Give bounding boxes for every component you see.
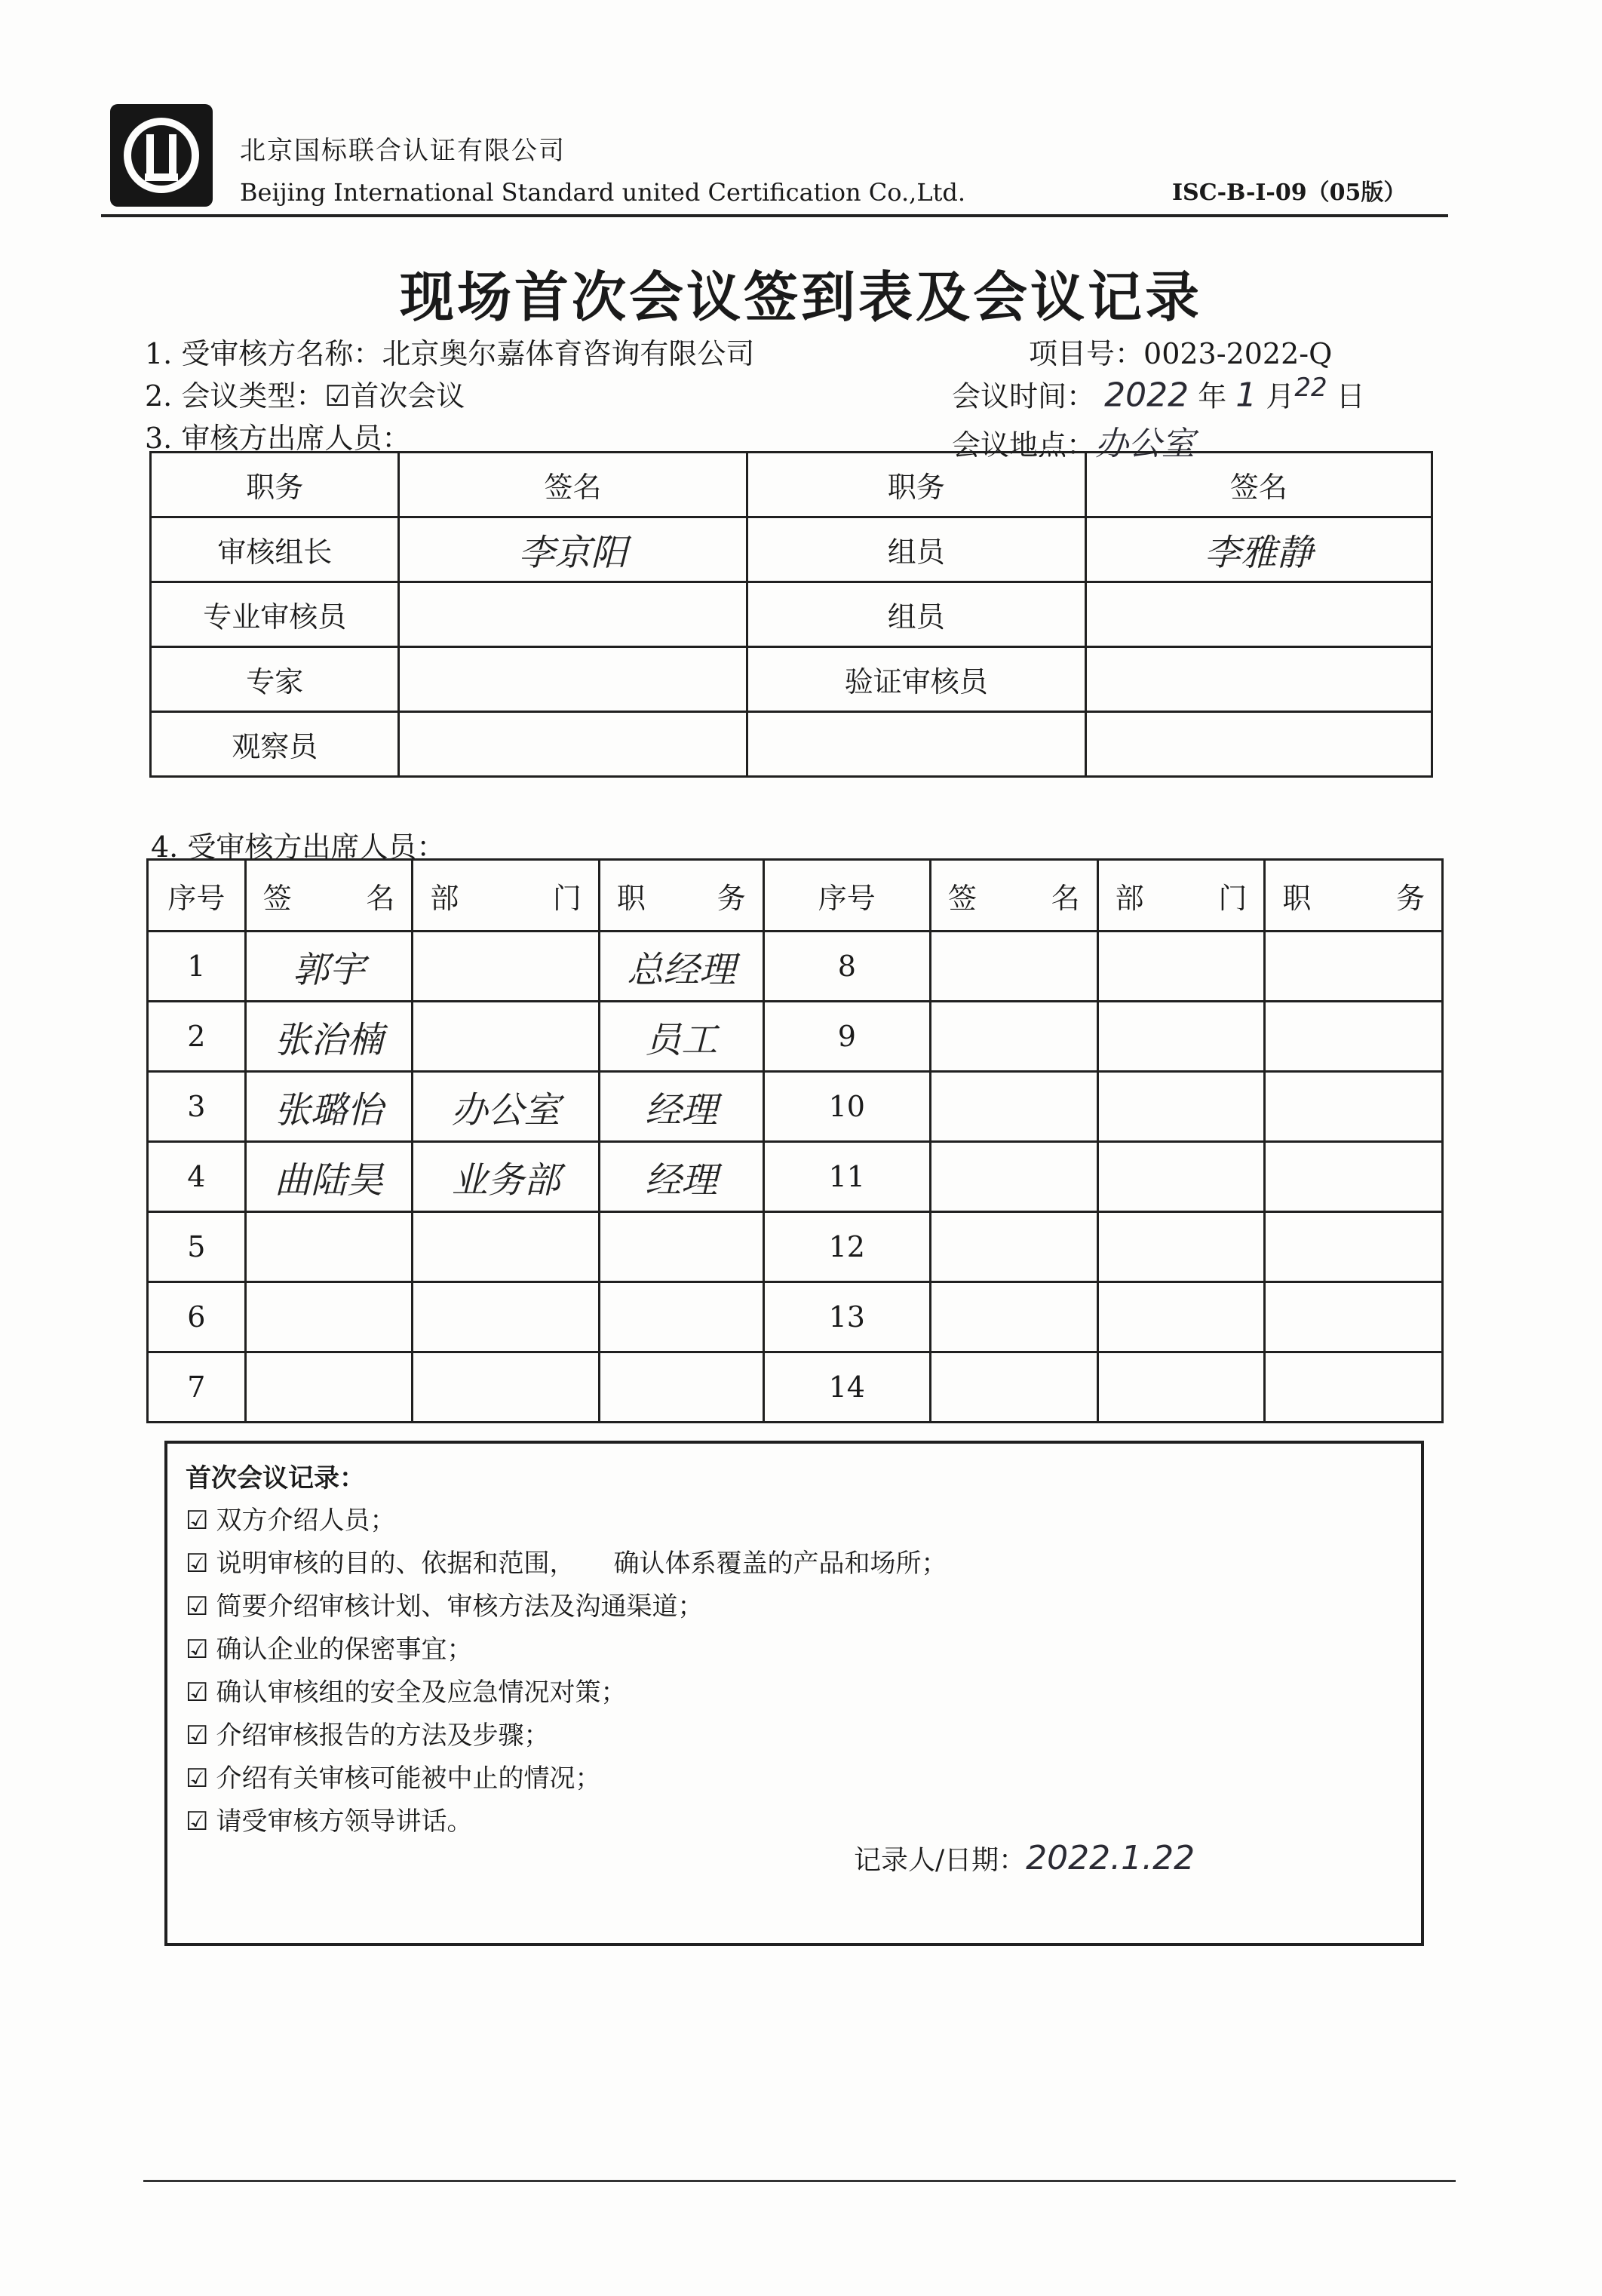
department-cell — [1097, 1072, 1265, 1142]
signature-cell: 张璐怡 — [245, 1072, 413, 1142]
signature-cell: 李雅静 — [1085, 517, 1432, 582]
checklist-item — [186, 1585, 703, 1622]
table-row — [151, 582, 1432, 647]
checklist-item-text: 简要介绍审核计划、审核方法及沟通渠道； — [216, 1592, 704, 1622]
header-position: 职 务 — [1265, 860, 1443, 932]
checklist-item — [186, 1800, 472, 1837]
role-cell — [747, 712, 1085, 777]
checklist-item-text: 介绍有关审核可能被中止的情况； — [216, 1763, 601, 1794]
document-code: ISC-B-I-09（05版） — [1172, 180, 1407, 206]
checklist-item — [186, 1499, 395, 1536]
header-sign: 签 名 — [245, 860, 413, 932]
signature-cell — [931, 1142, 1098, 1212]
checklist-item — [186, 1628, 472, 1665]
no-cell: 14 — [763, 1352, 930, 1423]
meeting-time-label: 会议时间： — [952, 379, 1096, 413]
audit-team-table — [149, 451, 1433, 778]
department-cell — [413, 932, 600, 1002]
no-cell: 9 — [763, 1002, 930, 1072]
role-cell: 组员 — [747, 582, 1085, 647]
table-header-row — [151, 453, 1432, 517]
role-cell: 组员 — [747, 517, 1085, 582]
meeting-type-line — [145, 373, 465, 414]
checkbox-icon: ☑ — [186, 1549, 209, 1579]
checkbox-icon: ☑ — [186, 1677, 209, 1708]
company-name-cn: 北京国标联合认证有限公司 — [240, 136, 566, 166]
position-cell — [599, 1352, 763, 1423]
signature-cell — [399, 712, 747, 777]
no-cell: 11 — [763, 1142, 930, 1212]
checklist-item-text: 双方介绍人员； — [216, 1506, 396, 1536]
signature-cell — [1085, 582, 1432, 647]
header-dept: 部 门 — [1097, 860, 1265, 932]
company-logo — [110, 104, 213, 207]
checkbox-icon: ☑ — [186, 1806, 209, 1837]
position-cell: 员工 — [599, 1002, 763, 1072]
auditor-attendees-label: 3. 审核方出席人员： — [145, 422, 411, 455]
no-cell: 3 — [148, 1072, 246, 1142]
table-row — [151, 712, 1432, 777]
checkbox-icon: ☑ — [186, 1763, 209, 1794]
department-cell — [1097, 1282, 1265, 1352]
signature-cell — [931, 932, 1098, 1002]
year-unit: 年 — [1198, 379, 1227, 413]
header-sign: 签 名 — [931, 860, 1098, 932]
position-cell — [1265, 932, 1443, 1002]
auditee-attendees-label: 4. 受审核方出席人员： — [151, 830, 446, 864]
no-cell: 5 — [148, 1212, 246, 1282]
table-row — [148, 1002, 1443, 1072]
recorder-value: 2022.1.22 — [1026, 1839, 1195, 1877]
header-dept: 部 门 — [413, 860, 600, 932]
position-cell — [599, 1282, 763, 1352]
header-no: 序号 — [763, 860, 930, 932]
no-cell: 4 — [148, 1142, 246, 1212]
department-cell: 业务部 — [413, 1142, 600, 1212]
department-cell — [413, 1282, 600, 1352]
no-cell: 12 — [763, 1212, 930, 1282]
signature-cell: 郭宇 — [245, 932, 413, 1002]
meeting-place-value: 办公室 — [1095, 425, 1195, 463]
no-cell: 6 — [148, 1282, 246, 1352]
meeting-time-line — [952, 373, 1365, 415]
department-cell — [1097, 1142, 1265, 1212]
department-cell — [1097, 1352, 1265, 1423]
no-cell: 1 — [148, 932, 246, 1002]
role-cell: 观察员 — [151, 712, 399, 777]
signature-cell: 李京阳 — [399, 517, 747, 582]
department-cell — [1097, 1002, 1265, 1072]
department-cell — [413, 1002, 600, 1072]
department-cell — [413, 1352, 600, 1423]
meeting-month: 1 — [1235, 376, 1257, 415]
signature-cell — [931, 1282, 1098, 1352]
signature-cell — [399, 647, 747, 712]
department-cell — [413, 1212, 600, 1282]
project-value: 0023-2022-Q — [1143, 337, 1333, 370]
role-cell: 专业审核员 — [151, 582, 399, 647]
meeting-place-label: 会议地点： — [952, 428, 1096, 462]
signature-cell — [245, 1352, 413, 1423]
meeting-type-label: 2. 会议类型： — [145, 379, 325, 413]
table-row — [148, 1212, 1443, 1282]
signature-cell — [931, 1002, 1098, 1072]
checklist-item-text: 请受审核方领导讲话。 — [216, 1806, 473, 1837]
checklist-item-text: 确认企业的保密事宜； — [216, 1635, 473, 1665]
table-row — [148, 1282, 1443, 1352]
position-cell — [1265, 1212, 1443, 1282]
department-cell — [1097, 1212, 1265, 1282]
signature-cell — [931, 1352, 1098, 1423]
checklist-item — [186, 1714, 549, 1751]
position-cell — [1265, 1352, 1443, 1423]
table-header-row — [148, 860, 1443, 932]
checkbox-icon: ☑ — [186, 1720, 209, 1751]
header-position: 职 务 — [599, 860, 763, 932]
page-title: 现场首次会议签到表及会议记录 — [399, 265, 1202, 329]
table-row — [151, 517, 1432, 582]
signature-cell — [931, 1212, 1098, 1282]
position-cell — [1265, 1142, 1443, 1212]
signature-cell — [931, 1072, 1098, 1142]
checkbox-icon: ☑ — [324, 379, 351, 413]
meeting-year: 2022 — [1104, 376, 1189, 415]
notes-title: 首次会议记录： — [186, 1463, 365, 1493]
table-row — [148, 1352, 1443, 1423]
auditee-attendee-table — [146, 858, 1444, 1423]
header-cell: 签名 — [399, 453, 747, 517]
auditee-line — [145, 330, 754, 372]
company-name-en: Beijing International Standard united Certification Co.,Ltd. — [240, 178, 966, 207]
table-row — [148, 1072, 1443, 1142]
signature-cell: 曲陆昊 — [245, 1142, 413, 1212]
department-cell: 办公室 — [413, 1072, 600, 1142]
no-cell: 7 — [148, 1352, 246, 1423]
meeting-day: 22 — [1294, 373, 1327, 403]
checkbox-icon: ☑ — [186, 1635, 209, 1665]
footer-divider — [143, 2180, 1456, 2182]
checklist-item — [186, 1671, 626, 1708]
table-row — [148, 932, 1443, 1002]
month-unit: 月 — [1266, 379, 1295, 413]
department-cell — [1097, 932, 1265, 1002]
no-cell: 10 — [763, 1072, 930, 1142]
checklist-item — [186, 1542, 947, 1579]
checklist-item-text: 说明审核的目的、依据和范围， 确认体系覆盖的产品和场所； — [216, 1549, 947, 1579]
meeting-type-value: 首次会议 — [350, 379, 465, 413]
recorder-line — [854, 1839, 1195, 1877]
header-no: 序号 — [148, 860, 246, 932]
position-cell: 经理 — [599, 1142, 763, 1212]
header-cell: 签名 — [1085, 453, 1432, 517]
position-cell: 经理 — [599, 1072, 763, 1142]
attendee-rows — [148, 932, 1443, 1423]
position-cell — [1265, 1282, 1443, 1352]
project-label: 项目号： — [1029, 337, 1144, 370]
no-cell: 13 — [763, 1282, 930, 1352]
header-cell: 职务 — [747, 453, 1085, 517]
position-cell: 总经理 — [599, 932, 763, 1002]
role-cell: 审核组长 — [151, 517, 399, 582]
header-cell: 职务 — [151, 453, 399, 517]
auditee-value: 北京奥尔嘉体育咨询有限公司 — [382, 337, 755, 370]
role-cell: 验证审核员 — [747, 647, 1085, 712]
no-cell: 2 — [148, 1002, 246, 1072]
checkbox-icon: ☑ — [186, 1506, 209, 1536]
project-line — [1029, 330, 1332, 372]
signature-cell — [399, 582, 747, 647]
checkbox-icon: ☑ — [186, 1592, 209, 1622]
signature-cell — [1085, 712, 1432, 777]
position-cell — [1265, 1072, 1443, 1142]
no-cell: 8 — [763, 932, 930, 1002]
recorder-label: 记录人/日期： — [854, 1845, 1027, 1876]
day-unit: 日 — [1336, 379, 1365, 413]
position-cell — [599, 1212, 763, 1282]
signature-cell — [1085, 647, 1432, 712]
role-cell: 专家 — [151, 647, 399, 712]
auditee-label: 1. 受审核方名称： — [145, 337, 382, 370]
checklist-item-text: 介绍审核报告的方法及步骤； — [216, 1720, 550, 1751]
signature-cell — [245, 1212, 413, 1282]
checklist-item — [186, 1757, 600, 1794]
header-divider — [101, 214, 1448, 217]
position-cell — [1265, 1002, 1443, 1072]
signature-cell: 张治楠 — [245, 1002, 413, 1072]
table-row — [148, 1142, 1443, 1212]
table-row — [151, 647, 1432, 712]
checklist-item-text: 确认审核组的安全及应急情况对策； — [216, 1677, 627, 1708]
signature-cell — [245, 1282, 413, 1352]
